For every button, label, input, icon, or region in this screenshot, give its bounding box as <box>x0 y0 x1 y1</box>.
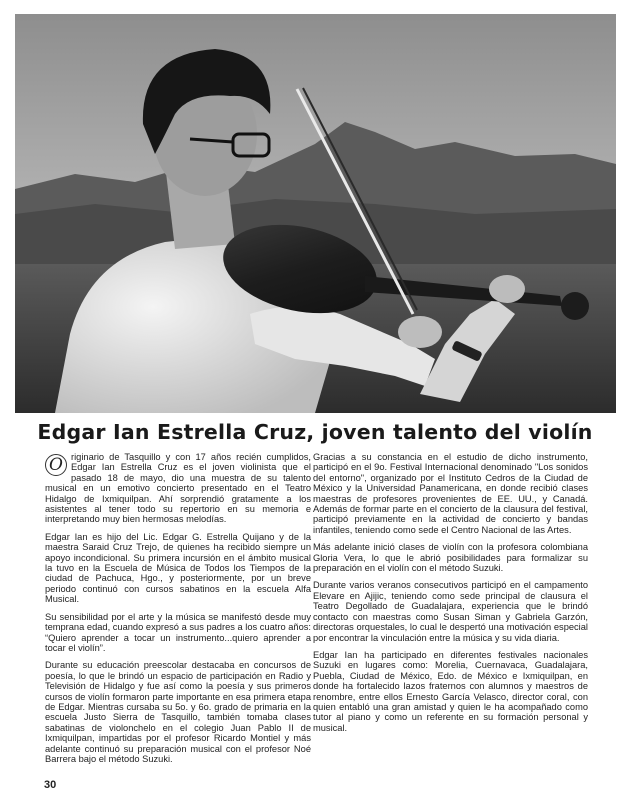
article-right-column <box>313 452 588 740</box>
page-number: 30 <box>44 779 57 791</box>
paragraph <box>45 452 311 525</box>
article-title: Edgar Ian Estrella Cruz, joven talento del violín <box>37 420 593 444</box>
paragraph: Su sensibilidad por el arte y la música se manifestó desde muy temprana edad, cuando expresó a sus padres a los cuatro años: “Quiero aprender a tocar un instrumento...quiero aprender a tocar el violín”. <box>45 611 311 653</box>
paragraph: Gracias a su constancia en el estudio de dicho instrumento, participó en el 9o. Festival Internacional denominado "Los sonidos del entorno", organizado por el Instituto Cedros de la Ciudad de México y la Universidad Panamericana, en donde recibió clases maestras de profesores provenientes de EE. UU., y Canadá. Además de formar parte en el concierto de la clausura del festival, participó previamente en la actividad de concierto y bandas infantiles, teniendo como sede el Centro Nacional de las Artes. <box>313 452 588 535</box>
paragraph: Edgar Ian es hijo del Lic. Edgar G. Estrella Quijano y de la maestra Saraid Cruz Trejo, de quienes ha recibido siempre un apoyo incondicional. Su primera incursión en el ámbito musical la tuvo en la Escuela de Música de Todos los Tiempos de la ciudad de Pachuca, Hgo., y posteriormente, por un breve periodo continuó con cursos sabatinos en la escuela Alfa Musical. <box>45 531 311 605</box>
hero-photo <box>15 14 616 413</box>
article-left-column <box>45 452 311 771</box>
paragraph: Durante su educación preescolar destacaba en concursos de poesía, lo que le brindó un espacio de participación en Radio y Televisión de Hidalgo y fue así como la poesía y sus primeros cursos de violín formaron parte importante en esa primera etapa de Edgar. Mientras cursaba su 5o. y 6o. grado de primaria en la escuela Justo Sierra de Tasquillo, también tomaba clases sabatinas de violonchelo en el colegio Juan Pablo II de Ixmiquilpan, impartidas por el profesor Ricardo Montiel y más adelante continuó su preparación musical con el profesor Noé Barrera bajo el método Suzuki. <box>45 660 311 764</box>
paragraph: Edgar Ian ha participado en diferentes festivales nacionales Suzuki en lugares como: Morelia, Cuernavaca, Guadalajara, Puebla, Ciudad de México, Edo. de México e Ixmiquilpan, en donde ha fortalecido lazos fraternos con alumnos y maestros de renombre, entre ellos Ernesto García Velasco, director coral, con quien entabló una gran amistad y quien le ha acompañado como tutor al piano y como un referente en su formación personal y musical. <box>313 649 588 733</box>
paragraph: Más adelante inició clases de violín con la profesora colombiana Gloria Vera, lo que le abrió posibilidades para formalizar su preparación en el violín con el método Suzuki. <box>313 542 588 574</box>
paragraph-text: riginario de Tasquillo y con 17 años recién cumplidos, Edgar Ian Estrella Cruz es el joven violinista que el pasado 18 de mayo, dio una muestra de su talento musical en un emotivo concierto presentado en el Teatro Hidalgo de Ixmiquilpan. Ahí sorprendió gratamente a los asistentes al tener todo su repertorio en su memoria e interpretando muy bien hermosas melodías. <box>45 452 311 525</box>
violinist-photo-illustration <box>15 14 616 413</box>
paragraph: Durante varios veranos consecutivos participó en el campamento Elevare en Ajijic, teniendo como sede principal de clausura el Teatro Degollado de Guadalajara, experiencia que le brindó contacto con maestras como Susan Siman y Gabriela Garzón, directoras orquestales, lo cual le despertó una motivación especial por encontrar la vinculación entre la música y su vida diaria. <box>313 580 588 643</box>
drop-cap-letter: O <box>45 454 67 476</box>
